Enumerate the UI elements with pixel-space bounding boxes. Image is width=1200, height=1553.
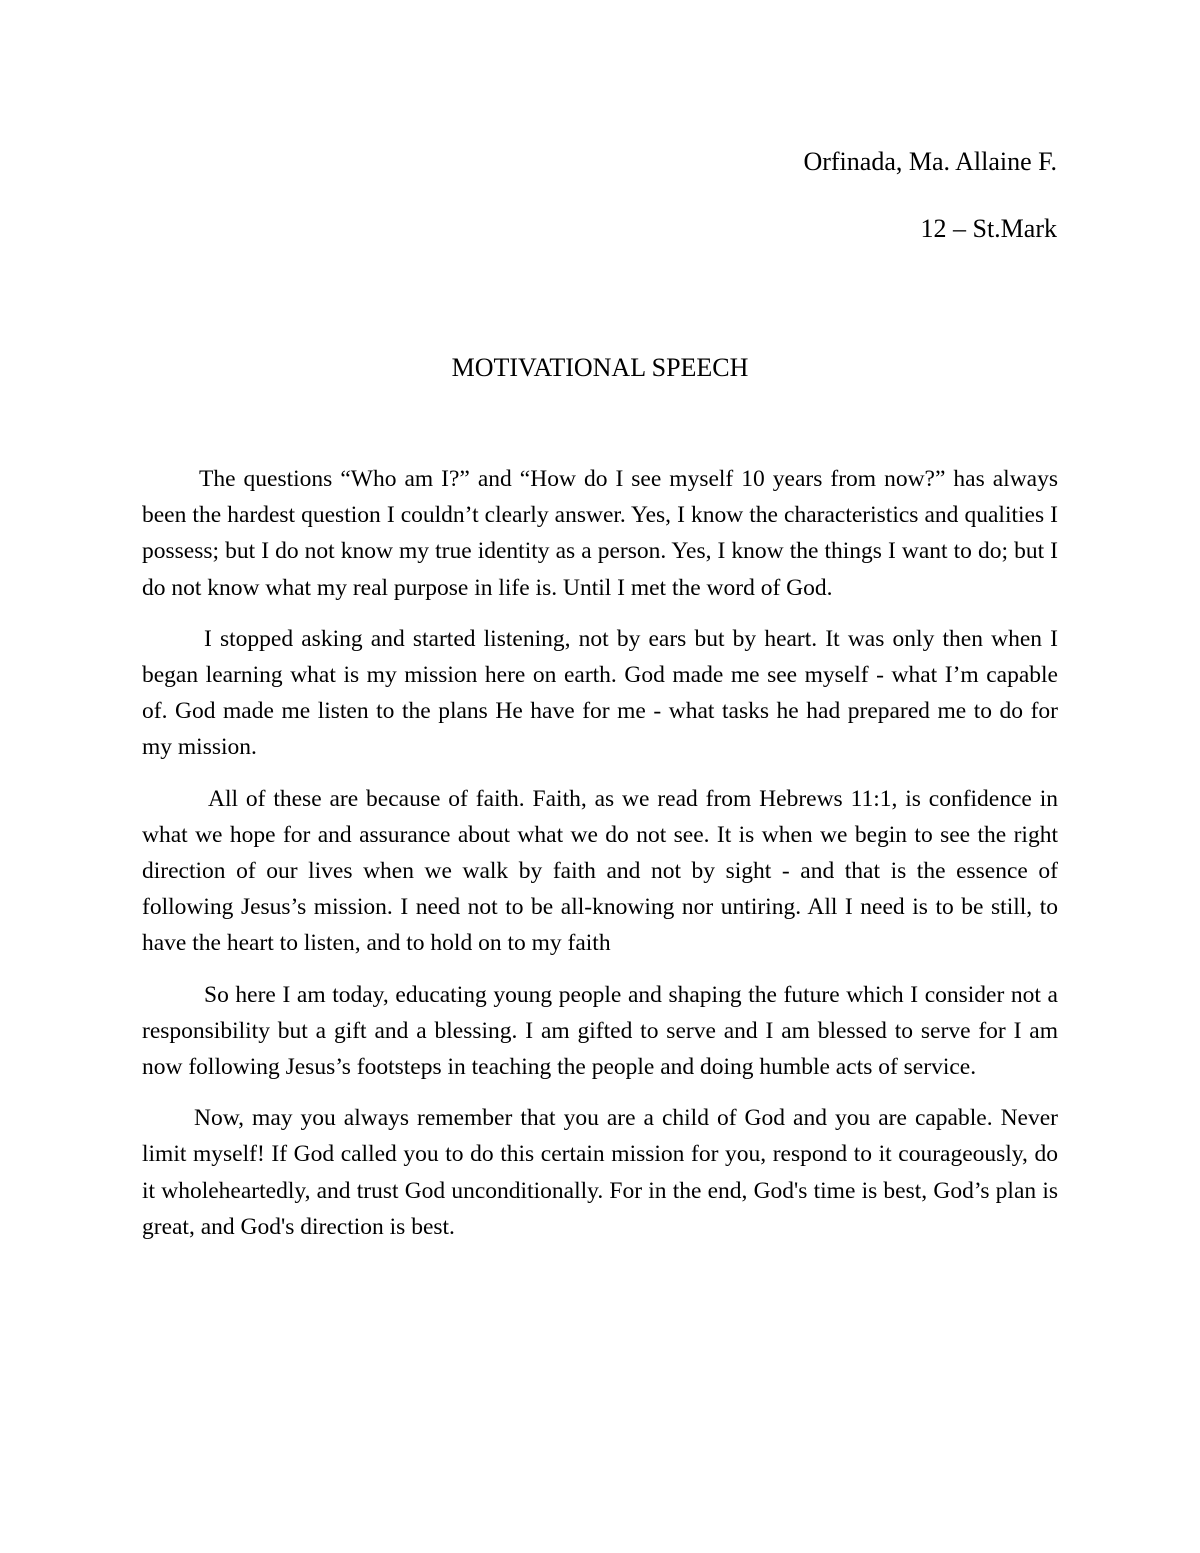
class-section: 12 – St.Mark — [920, 214, 1057, 243]
author-name: Orfinada, Ma. Allaine F. — [803, 147, 1057, 176]
page-title: MOTIVATIONAL SPEECH — [451, 353, 749, 382]
paragraph-3: All of these are because of faith. Faith, as we read from Hebrews 11:1, is confidence in what we hope for and assurance about what we do not see. It is when we begin to see the right direction of our lives when we walk by faith and not by sight - and that is the essence of following Jesus’s mission. I need not to be all-knowing nor untiring. All I need is to be still, to have the heart to listen, and to hold on to my faith — [142, 785, 1058, 957]
paragraph-2: I stopped asking and started listening, not by ears but by heart. It was only then when I began learning what is my mission here on earth. God made me see myself - what I’m capable of. God made me listen to the plans He have for me - what tasks he had prepared me to do for my mission. — [142, 625, 1058, 761]
paragraph-4: So here I am today, educating young people and shaping the future which I consider not a responsibility but a gift and a blessing. I am gifted to serve and I am blessed to serve for I am now following Jesus’s footsteps in teaching the people and doing humble acts of service. — [142, 981, 1058, 1081]
paragraph-5: Now, may you always remember that you are a child of God and you are capable. Never limit myself! If God called you to do this certain mission for you, respond to it courageously, do it wholeheartedly, and trust God unconditionally. For in the end, God's time is best, God’s plan is great, and God's direction is best. — [142, 1105, 1058, 1240]
speech-body — [142, 461, 1058, 1260]
paragraph-1: The questions “Who am I?” and “How do I see myself 10 years from now?” has always been the hardest question I couldn’t clearly answer. Yes, I know the characteristics and qualities I possess; but I do not know my true identity as a person. Yes, I know the things I want to do; but I do not know what my real purpose in life is. Until I met the word of God. — [142, 466, 1058, 601]
